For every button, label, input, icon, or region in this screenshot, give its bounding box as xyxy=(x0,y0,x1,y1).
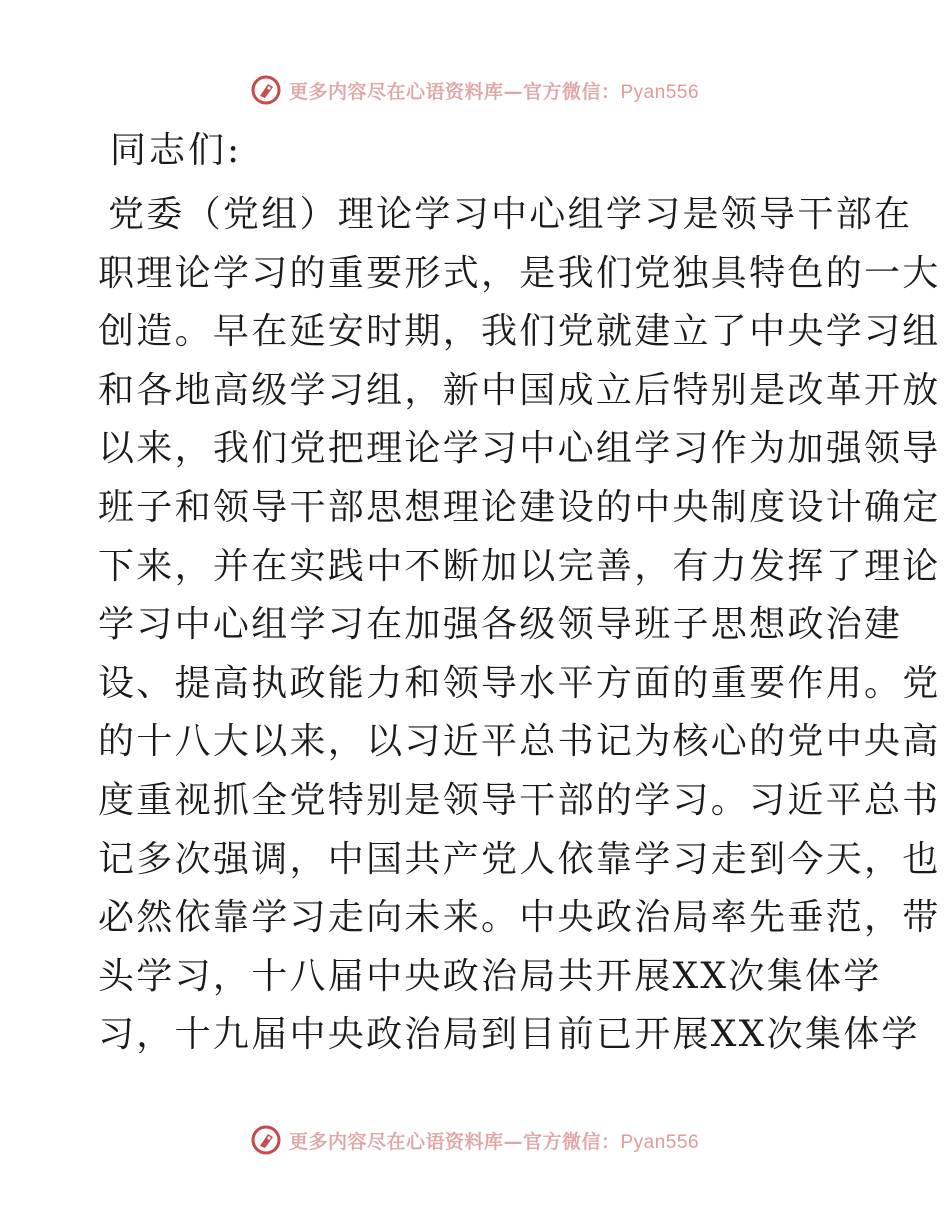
paragraph-line: 记多次强调，中国共产党人依靠学习走到今天，也 xyxy=(98,838,941,880)
watermark-text: 更多内容尽在心语资料库—官方微信：Pyan556 xyxy=(288,1130,700,1153)
paragraph-line: 班子和领导干部思想理论建设的中央制度设计确定 xyxy=(98,486,941,528)
pen-nib-circle-icon xyxy=(251,1125,281,1155)
paragraph-line: 学习中心组学习在加强各级领导班子思想政治建 xyxy=(98,604,903,646)
paragraph-line: 头学习，十八届中央政治局共开展XX次集体学 xyxy=(98,955,882,997)
paragraph-line: 必然依靠学习走向未来。中央政治局率先垂范，带 xyxy=(98,897,941,939)
pen-nib-circle-icon xyxy=(251,75,281,105)
paragraph-line: 党委（党组）理论学习中心组学习是领导干部在 xyxy=(108,194,913,235)
paragraph-line: 下来，并在实践中不断加以完善，有力发挥了理论 xyxy=(98,545,941,587)
paragraph-line: 职理论学习的重要形式，是我们党独具特色的一大 xyxy=(98,252,941,294)
paragraph-line: 习，十九届中央政治局到目前已开展XX次集体学 xyxy=(98,1014,920,1056)
watermark-text: 更多内容尽在心语资料库—官方微信：Pyan556 xyxy=(288,80,700,103)
header-watermark xyxy=(0,70,950,110)
paragraph-line: 的十八大以来，以习近平总书记为核心的党中央高 xyxy=(98,721,941,763)
document-body xyxy=(98,122,941,1065)
paragraph-line: 度重视抓全党特别是领导干部的学习。习近平总书 xyxy=(98,779,941,821)
paragraph-line: 和各地高级学习组，新中国成立后特别是改革开放 xyxy=(98,369,941,411)
paragraph-line: 以来，我们党把理论学习中心组学习作为加强领导 xyxy=(98,428,941,470)
greeting: 同志们: xyxy=(110,130,243,171)
paragraph-line: 创造。早在延安时期，我们党就建立了中央学习组 xyxy=(98,311,941,353)
paragraph-line: 设、提高执政能力和领导水平方面的重要作用。党 xyxy=(98,662,941,704)
footer-watermark xyxy=(0,1120,950,1160)
